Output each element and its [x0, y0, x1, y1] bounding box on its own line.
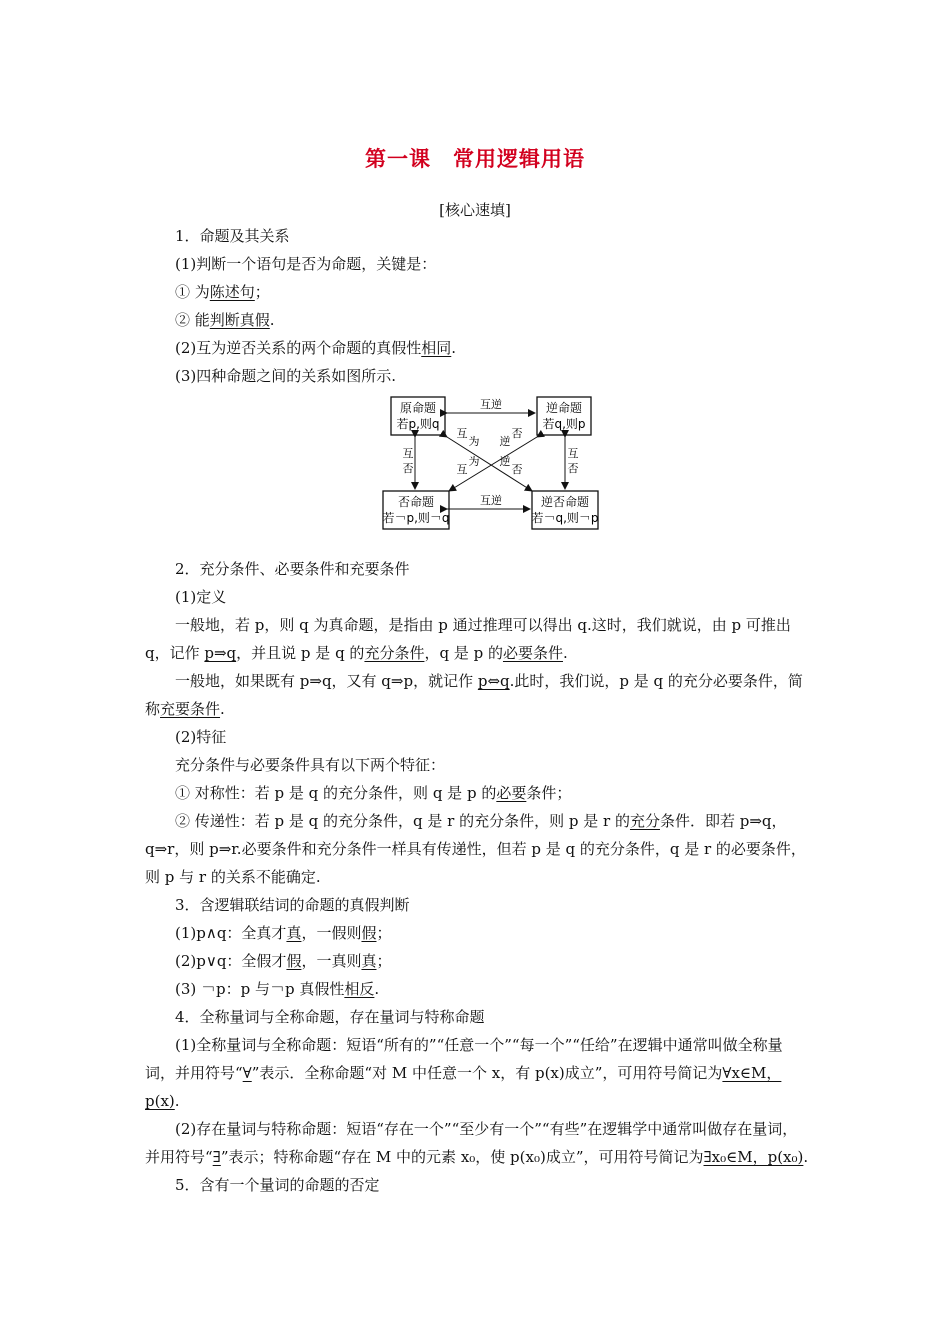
box-form: 若￢q,则￢p [531, 511, 599, 525]
answer-blank: 相反 [344, 980, 375, 998]
paragraph: (3) ￢p：p 与￢p 真假性相反. [175, 980, 380, 998]
answer-blank: ∀ [242, 1064, 252, 1082]
heading-2: 2．充分条件、必要条件和充要条件 [175, 560, 410, 578]
label-left: 互 [402, 447, 414, 460]
paragraph: ② 传递性：若 p 是 q 的充分条件，q 是 r 的充分条件，则 p 是 r 的充分条件．即若 p⇒q，q⇒r，则 p⇒r.必要条件和充分条件一样具有传递性，但若 p 是 q 的充分条件，q 是 r 的必要条件，则 p 与 r 的关系不能确定. [145, 812, 806, 886]
paragraph: (3)四种命题之间的关系如图所示. [175, 367, 397, 385]
heading-4: 4．全称量词与全称命题，存在量词与特称命题 [175, 1008, 485, 1026]
box-form: 若q,则p [542, 417, 586, 431]
four-propositions-diagram [145, 393, 811, 543]
answer-blank: 充分条件 [364, 644, 425, 662]
label-diagonal: 否 [511, 463, 523, 476]
heading-5: 5．含有一个量词的命题的否定 [175, 1176, 380, 1194]
paragraph: 充分条件与必要条件具有以下两个特征： [175, 756, 446, 774]
box-original-proposition [391, 397, 445, 435]
box-title: 否命题 [397, 495, 435, 509]
paragraph: (1)p∧q：全真才真，一假则假； [175, 924, 392, 942]
box-form: 若￢p,则￢q [382, 511, 450, 525]
label-diagonal: 互 [456, 463, 468, 476]
label-diagonal: 互 [456, 427, 468, 440]
answer-blank: 必要 [496, 784, 527, 802]
paragraph: 一般地，若 p，则 q 为真命题，是指由 p 通过推理可以得出 q.这时，我们就说，由 p 可推出 q，记作 p⇒q，并且说 p 是 q 的充分条件，q 是 p 的必要条件. [145, 616, 791, 662]
document-body [145, 222, 811, 1199]
paragraph: (2)存在量词与特称命题：短语“存在一个”“至少有一个”“有些”在逻辑学中通常叫做存在量词，并用符号“∃”表示；特称命题“存在 M 中的元素 x₀，使 p(x₀)成立”，可用符号简记为∃x₀∈M，p(x₀). [145, 1120, 809, 1166]
box-title: 原命题 [399, 401, 437, 415]
paragraph: ① 对称性：若 p 是 q 的充分条件，则 q 是 p 的必要条件； [175, 784, 572, 802]
box-title: 逆否命题 [540, 495, 590, 509]
answer-blank: 充分 [629, 812, 660, 830]
label-right: 否 [567, 462, 579, 475]
box-contrapositive-proposition [531, 491, 598, 529]
paragraph: ② 能判断真假. [175, 311, 275, 329]
paragraph: (1)判断一个语句是否为命题，关键是： [175, 255, 437, 273]
answer-blank: 假 [286, 952, 302, 970]
paragraph: (2)p∨q：全假才假，一真则真； [175, 952, 392, 970]
paragraph: (2)特征 [175, 728, 227, 746]
label-diagonal: 逆 [499, 455, 511, 468]
paragraph: 一般地，如果既有 p⇒q，又有 q⇒p，就记作 p⇔q.此时，我们说，p 是 q 的充分必要条件，简称充要条件. [145, 672, 803, 718]
label-top: 互逆 [480, 398, 502, 411]
label-diagonal: 为 [468, 455, 480, 468]
answer-blank: ∀x∈M，p(x) [145, 1064, 782, 1110]
answer-blank: ∃x₀∈M，p(x₀) [703, 1148, 804, 1166]
box-title: 逆命题 [545, 401, 583, 415]
answer-blank: ∃ [212, 1148, 221, 1166]
label-right: 互 [567, 447, 579, 460]
label-bottom: 互逆 [480, 494, 502, 507]
answer-blank: 判断真假 [209, 311, 270, 329]
answer-blank: p⇔q [477, 672, 510, 690]
heading-1: 1．命题及其关系 [175, 227, 290, 245]
answer-blank: 充要条件 [160, 700, 221, 718]
answer-blank: p⇒q [204, 644, 237, 662]
paragraph: (1)全称量词与全称命题：短语“所有的”“任意一个”“每一个”“任给”在逻辑中通常叫做全称量词，并用符号“∀”表示．全称命题“对 M 中任意一个 x，有 p(x)成立”，可用符号简记为∀x∈M，p(x). [145, 1036, 783, 1110]
paragraph: ① 为陈述句； [175, 283, 270, 301]
page-title: 第一课 常用逻辑用语 [365, 147, 585, 171]
answer-blank: 相同 [421, 339, 452, 357]
label-diagonal: 逆 [499, 435, 511, 448]
box-inverse-proposition [382, 491, 449, 529]
label-diagonal: 否 [511, 427, 523, 440]
relation-diagram [145, 393, 811, 543]
label-left: 否 [402, 462, 414, 475]
heading-3: 3．含逻辑联结词的命题的真假判断 [175, 896, 410, 914]
paragraph: (2)互为逆否关系的两个命题的真假性相同. [175, 339, 457, 357]
answer-blank: 假 [361, 924, 377, 942]
section-heading: [核心速填] [439, 201, 511, 219]
box-form: 若p,则q [396, 417, 440, 431]
box-converse-proposition [537, 397, 591, 435]
answer-blank: 必要条件 [502, 644, 563, 662]
answer-blank: 真 [361, 952, 377, 970]
label-diagonal: 为 [468, 435, 480, 448]
answer-blank: 真 [286, 924, 302, 942]
answer-blank: 陈述句 [209, 283, 255, 301]
paragraph: (1)定义 [175, 588, 227, 606]
